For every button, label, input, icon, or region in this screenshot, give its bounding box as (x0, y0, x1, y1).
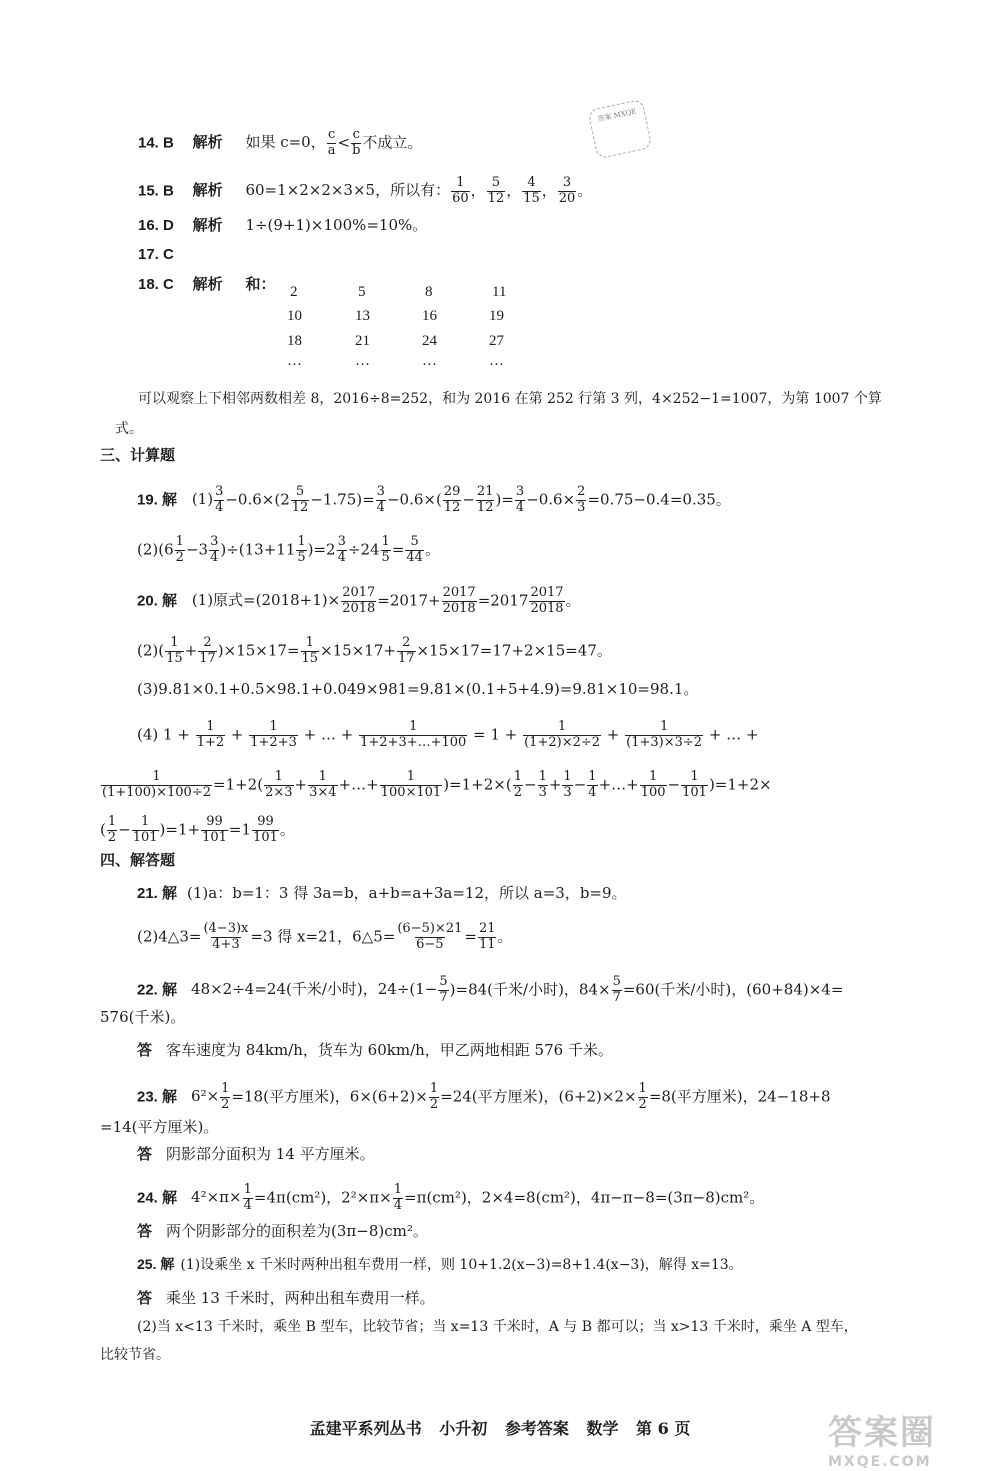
q20-line: 20. 解 (1)原式=(2018+1)× $\frac{2017}{2018}$ =2017+ $\frac{2017}{2018}$ =2017 $\frac{2017}{2018}$ 。 (137, 585, 581, 616)
footer-grade: 小升初 (439, 1419, 488, 1438)
q25-line: 25. 解 (1)设乘坐 x 千米时两种出租车费用一样，则 10+1.2(x−3)=8+1.4(x−3)，解得 x=13。 (137, 1256, 743, 1273)
footer-type: 参考答案 (504, 1419, 569, 1438)
observation-line-2: 式。 (115, 421, 143, 437)
q14-line: 14. B 解析 如果 c=0， $\frac{c}{a}$ < $\frac{c}{b}$ 不成立。 (138, 127, 423, 158)
q25-line-3: 比较节省。 (100, 1347, 170, 1363)
q14-number: 14. B (138, 134, 174, 152)
frac: $\frac{c}{b}$ (352, 127, 361, 158)
frac: $\frac{1}{60}$ (452, 175, 469, 206)
q21-line-2: (2)4△3= $\frac{(4-3)x}{4+3}$ =3 得 x=21，6△5= $\frac{(6-5)\times 21}{6-5}$ = $\frac{21}{11}$ 。 (137, 921, 513, 952)
observation-line: 可以观察上下相邻两数相差 8，2016÷8=252，和为 2016 在第 252 行第 3 列，4×252−1=1007，为第 1007 个算 (138, 391, 882, 407)
q22-line-2: 576(千米)。 (100, 1008, 186, 1026)
q19-line: 19. 解 (1) $\frac{3}{4}$ −0.6×(2 $\frac{5}{12}$ −1.75)= $\frac{3}{4}$ −0.6×( $\frac{29}{12}$ − $\frac{21}{12}$ )= $\frac{3}{4}$ −0.6× $\frac{2}{3}$ =0.75−0.4=0.35。 (137, 484, 731, 515)
q16-line: 16. D 解析 1÷(9+1)×100%=10%。 (138, 216, 428, 234)
q24-answer: 答 两个阴影部分的面积差为(3π−8)cm²。 (137, 1222, 428, 1240)
q15-number: 15. B (138, 182, 174, 200)
section-calc: 三、计算题 (100, 446, 176, 464)
frac: $\frac{4}{15}$ (523, 175, 540, 206)
q25-line-2: (2)当 x<13 千米时，乘坐 B 型车，比较节省；当 x=13 千米时，A 与 B 都可以；当 x>13 千米时，乘坐 A 型车， (137, 1319, 858, 1335)
q20-line-5: $\frac{1}{(1+100)\times 100\div 2}$ =1+2( $\frac{1}{2\times 3}$ + $\frac{1}{3\times 4}$ +…+ $\frac{1}{100\times 101}$ )=1+2×( $\frac{1}{2}$ − $\frac{1}{3}$ + $\frac{1}{3}$ − $\frac{1}{4}$ +…+ $\frac{1}{100}$ − $\frac{1}{101}$ )=1+2× (102, 769, 772, 800)
frac: $\frac{5}{12}$ (487, 175, 505, 206)
q24-line: 24. 解 4²×π× $\frac{1}{4}$ =4π(cm²)，2²×π× $\frac{1}{4}$ =π(cm²)，2×4=8(cm²)，4π−π−8=(3π−8)cm²。 (137, 1182, 765, 1213)
q20-line-2: (2)( $\frac{1}{15}$ + $\frac{2}{17}$ )×15×17= $\frac{1}{15}$ ×15×17+ $\frac{2}{17}$ ×15×17=17+2×15=47。 (137, 635, 612, 666)
q19-line-2: (2)(6 $\frac{1}{2}$ −3 $\frac{3}{4}$ )÷(13+11 $\frac{1}{5}$ )=2 $\frac{3}{4}$ ÷24 $\frac{1}{5}$ = $\frac{5}{44}$ 。 (137, 534, 440, 565)
q25-answer: 答 乘坐 13 千米时，两种出租车费用一样。 (137, 1289, 435, 1307)
footer-subject: 数学 (586, 1419, 619, 1438)
q17-line: 17. C (138, 246, 174, 263)
q23-line: 23. 解 6²× $\frac{1}{2}$ =18(平方厘米)，6×(6+2)× $\frac{1}{2}$ =24(平方厘米)，(6+2)×2× $\frac{1}{2}$ =8(平方厘米)，24−18+8 (137, 1081, 831, 1112)
q21-line: 21. 解 (1)a：b=1：3 得 3a=b，a+b=a+3a=12，所以 a=3，b=9。 (137, 884, 627, 902)
footer-page: 第 6 页 (636, 1419, 691, 1438)
frac: $\frac{3}{20}$ (558, 175, 576, 206)
frac: $\frac{c}{a}$ (327, 127, 336, 158)
q22-line: 22. 解 48×2÷4=24(千米/小时)，24÷(1− $\frac{5}{7}$ )=84(千米/小时)，84× $\frac{5}{7}$ =60(千米/小时)，(60+84)×4= (137, 974, 844, 1005)
section-answer: 四、解答题 (100, 851, 176, 869)
q14-tag: 解析 (192, 133, 223, 152)
q20-line-6: ( $\frac{1}{2}$ − $\frac{1}{101}$ )=1+ $\frac{99}{101}$ =1 $\frac{99}{101}$ 。 (100, 814, 295, 845)
stamp-mark: 答案 MXQE (587, 99, 652, 160)
q15-line: 15. B 解析 60=1×2×2×3×5，所以有： $\frac{1}{60}$ ， $\frac{5}{12}$ ， $\frac{4}{15}$ ， $\frac{3}{20}$ 。 (138, 175, 593, 206)
q23-answer: 答 阴影部分面积为 14 平方厘米。 (137, 1145, 375, 1163)
q23-line-2: =14(平方厘米)。 (100, 1118, 219, 1136)
q20-line-3: (3)9.81×0.1+0.5×98.1+0.049×981=9.81×(0.1+5+4.9)=9.81×10=98.1。 (137, 680, 699, 698)
q22-answer: 答 客车速度为 84km/h，货车为 60km/h，甲乙两地相距 576 千米。 (137, 1041, 613, 1059)
footer-series: 孟建平系列丛书 (309, 1419, 422, 1438)
q18-line: 18. C 解析 和： (138, 275, 276, 293)
q20-line-4: (4) 1 + $\frac{1}{1+2}$ + $\frac{1}{1+2+3}$ + … + $\frac{1}{1+2+3+\dots+100}$ = 1 + $\frac{1}{(1+2)\times 2\div 2}$ + $\frac{1}{(1+3)\times 3\div 2}$ + … + (137, 719, 759, 750)
watermark-logo: 答案圈 MXQE.COM (828, 1413, 936, 1470)
